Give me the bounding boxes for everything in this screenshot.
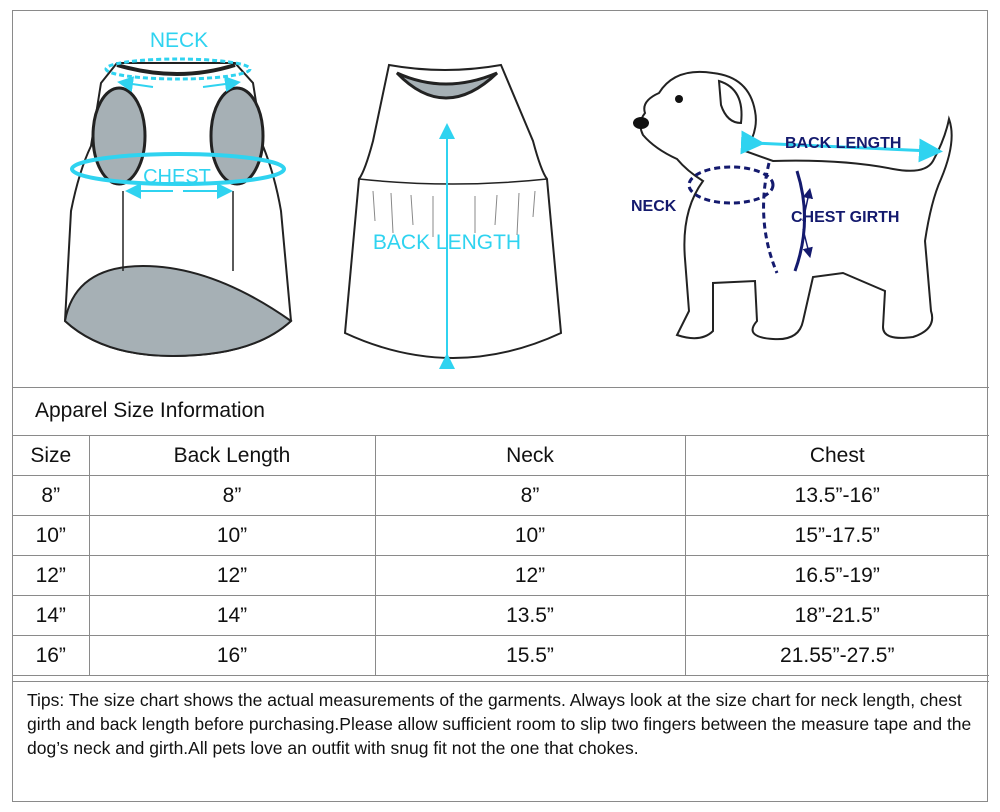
- cell-size: 16”: [13, 636, 89, 676]
- garment-front-view: [345, 65, 561, 361]
- size-chart-frame: [12, 10, 988, 802]
- section-title: Apparel Size Information: [13, 387, 989, 435]
- cell-neck: 15.5”: [375, 636, 685, 676]
- cell-size: 8”: [13, 476, 89, 516]
- dog-back-length-label: BACK LENGTH: [785, 135, 902, 152]
- neck-label: NECK: [149, 29, 209, 52]
- chest-label: CHEST: [143, 166, 211, 188]
- cell-chest: 13.5”-16”: [685, 476, 989, 516]
- illustration-panel: [13, 11, 989, 387]
- cell-neck: 8”: [375, 476, 685, 516]
- table-row: [13, 556, 989, 596]
- table-row: [13, 516, 989, 556]
- cell-back-length: 14”: [89, 596, 375, 636]
- cell-chest: 18”-21.5”: [685, 596, 989, 636]
- table-row: [13, 596, 989, 636]
- cell-back-length: 8”: [89, 476, 375, 516]
- header-neck: Neck: [375, 436, 685, 476]
- cell-chest: 16.5”-19”: [685, 556, 989, 596]
- table-row: [13, 476, 989, 516]
- cell-chest: 15”-17.5”: [685, 516, 989, 556]
- back-length-label: BACK LENGTH: [372, 231, 522, 254]
- cell-size: 12”: [13, 556, 89, 596]
- header-size: Size: [13, 436, 89, 476]
- cell-size: 14”: [13, 596, 89, 636]
- cell-back-length: 12”: [89, 556, 375, 596]
- header-chest: Chest: [685, 436, 989, 476]
- cell-back-length: 10”: [89, 516, 375, 556]
- dog-chest-girth-label: CHEST GIRTH: [791, 209, 900, 226]
- cell-size: 10”: [13, 516, 89, 556]
- cell-neck: 10”: [375, 516, 685, 556]
- cell-neck: 13.5”: [375, 596, 685, 636]
- table-row: [13, 636, 989, 676]
- cell-neck: 12”: [375, 556, 685, 596]
- cell-chest: 21.55”-27.5”: [685, 636, 989, 676]
- cell-back-length: 16”: [89, 636, 375, 676]
- table-header-row: [13, 436, 989, 476]
- dog-diagram: [633, 72, 952, 339]
- dog-neck-label: NECK: [631, 198, 677, 215]
- header-back-length: Back Length: [89, 436, 375, 476]
- size-table: [13, 435, 989, 676]
- tips-text: Tips: The size chart shows the actual measurements of the garments. Always look at the size chart for neck length, chest girth and back length before purchasing.Please allow sufficient room to slip two fingers between the measure tape and the dog’s neck and girth.All pets love an outfit with snug fit not the one that chokes.: [13, 681, 989, 803]
- garment-back-view: [65, 59, 291, 356]
